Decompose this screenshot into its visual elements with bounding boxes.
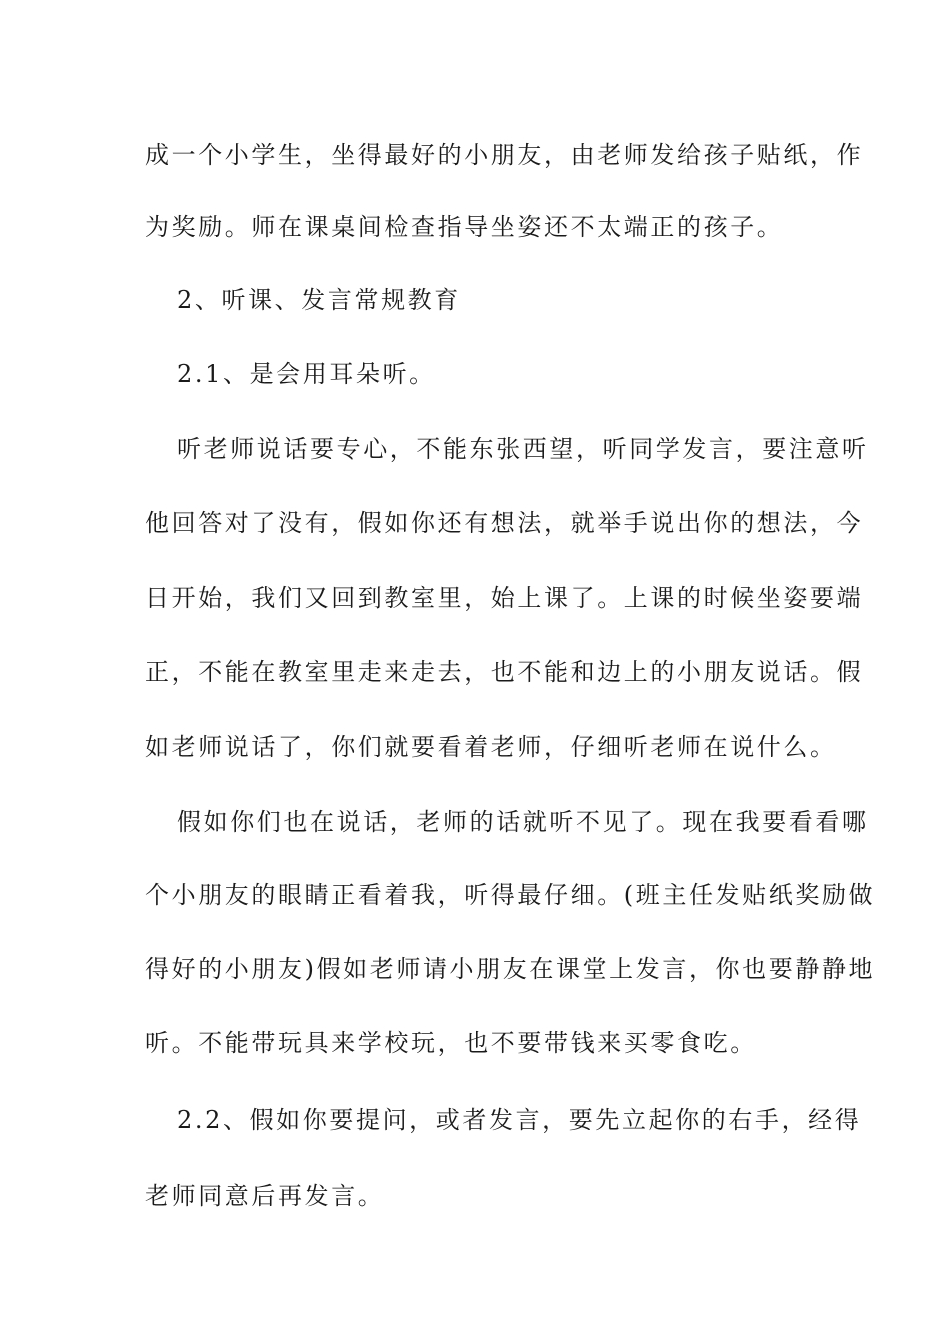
text-line: 听。不能带玩具来学校玩，也不要带钱来买零食吃。 — [145, 1029, 757, 1057]
text-line: 为奖励。师在课桌间检查指导坐姿还不太端正的孩子。 — [145, 213, 784, 241]
text-line: 听老师说话要专心，不能东张西望，听同学发言，要注意听 — [177, 435, 869, 463]
text-line: 他回答对了没有，假如你还有想法，就举手说出你的想法，今 — [145, 509, 864, 537]
text-line: 假如你们也在说话，老师的话就听不见了。现在我要看看哪 — [177, 808, 869, 836]
text-line: 老师同意后再发言。 — [145, 1182, 385, 1210]
text-line: 如老师说话了，你们就要看着老师，仔细听老师在说什么。 — [145, 733, 837, 761]
section-heading: 2、听课、发言常规教育 — [177, 286, 461, 314]
subsection-heading: 2.2、假如你要提问，或者发言，要先立起你的右手，经得 — [177, 1106, 862, 1134]
subsection-heading: 2.1、是会用耳朵听。 — [177, 360, 436, 388]
text-line: 得好的小朋友)假如老师请小朋友在课堂上发言，你也要静静地 — [145, 955, 876, 983]
text-line: 正，不能在教室里走来走去，也不能和边上的小朋友说话。假 — [145, 658, 864, 686]
text-line: 个小朋友的眼睛正看着我，听得最仔细。(班主任发贴纸奖励做 — [145, 881, 876, 909]
text-line: 成一个小学生，坐得最好的小朋友，由老师发给孩子贴纸，作 — [145, 141, 864, 169]
text-line: 日开始，我们又回到教室里，始上课了。上课的时候坐姿要端 — [145, 584, 864, 612]
